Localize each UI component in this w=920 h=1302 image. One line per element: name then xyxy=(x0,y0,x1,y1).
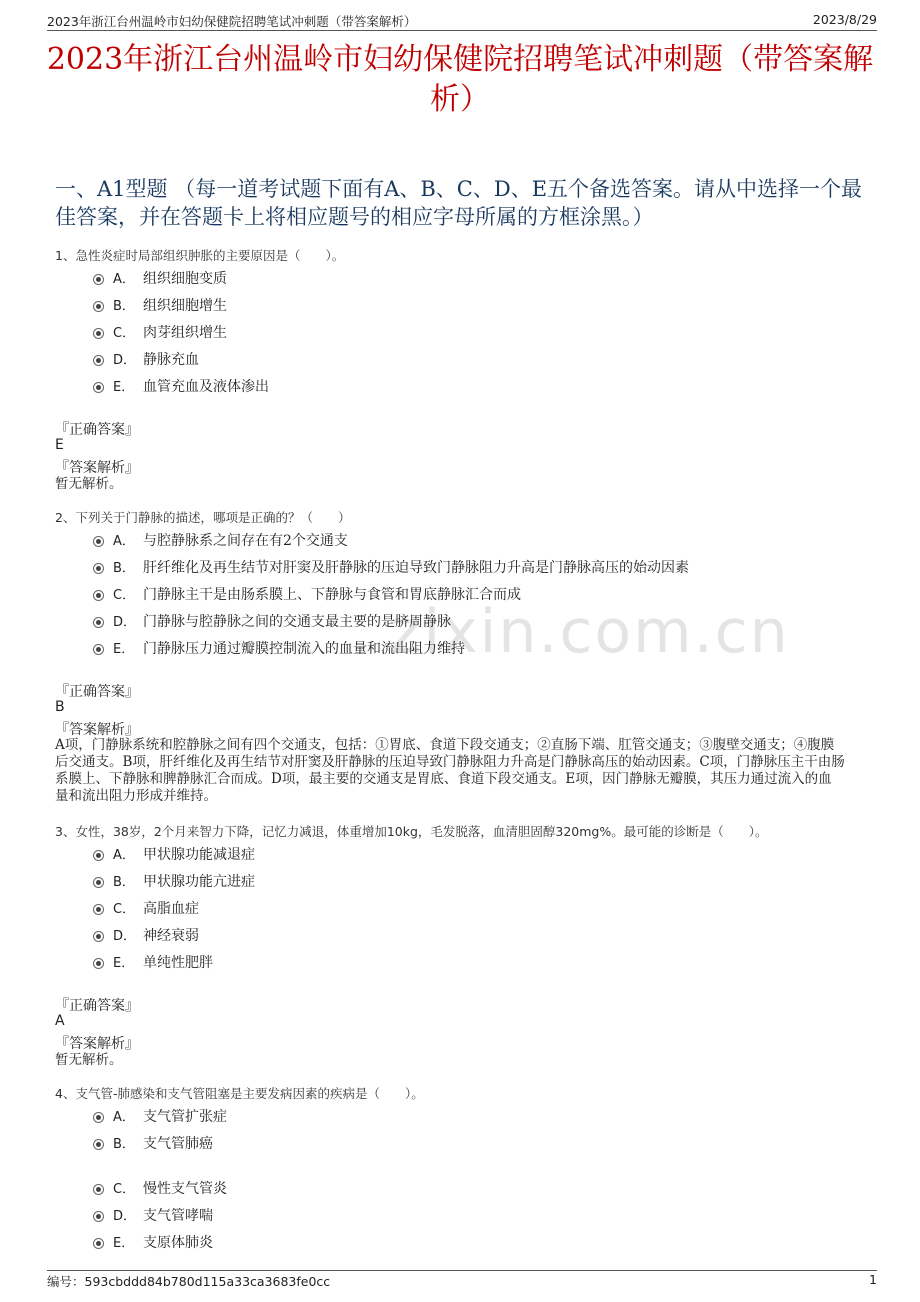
option-letter: B． xyxy=(113,875,135,890)
radio-icon[interactable] xyxy=(93,617,104,628)
option-letter: D． xyxy=(113,615,137,630)
radio-icon[interactable] xyxy=(93,1211,104,1222)
answer-value: E xyxy=(55,437,64,453)
page-number: 1 xyxy=(869,1272,877,1287)
analysis-label: 『答案解析』 xyxy=(55,1036,139,1052)
radio-icon[interactable] xyxy=(93,1184,104,1195)
option-text: 支气管哮喘 xyxy=(143,1208,213,1224)
option-text: 支气管扩张症 xyxy=(143,1109,227,1125)
footer-divider xyxy=(47,1270,877,1271)
option-letter: E． xyxy=(113,956,135,971)
radio-icon[interactable] xyxy=(93,958,104,969)
option-text: 高脂血症 xyxy=(143,901,199,917)
header-title: 2023年浙江台州温岭市妇幼保健院招聘笔试冲刺题（带答案解析） xyxy=(47,14,417,29)
radio-icon[interactable] xyxy=(93,877,104,888)
radio-icon[interactable] xyxy=(93,850,104,861)
watermark: zixin.com.cn xyxy=(390,597,790,667)
answer-label: 『正确答案』 xyxy=(55,998,139,1014)
option-text: 门静脉主干是由肠系膜上、下静脉与食管和胃底静脉汇合而成 xyxy=(143,587,521,603)
analysis-text: A项，门静脉系统和腔静脉之间有四个交通支，包括：①胃底、食道下段交通支；②直肠下端、肛管交通支；③腹壁交通支；④腹膜后交通支。B项，肝纤维化及再生结节对肝窦及肝静脉的压迫导致门静脉阻力升高是门静脉高压的始动因素。C项，门静脉压主干由肠系膜上、下静脉和脾静脉汇合而成。D项，最主要的交通支是胃底、食道下段交通支。E项，因门静脉无瓣膜，其压力通过流入的血量和流出阻力形成并维持。 xyxy=(55,737,845,804)
option-text: 组织细胞变质 xyxy=(143,271,227,287)
analysis-label: 『答案解析』 xyxy=(55,460,139,476)
radio-icon[interactable] xyxy=(93,590,104,601)
option-text: 慢性支气管炎 xyxy=(143,1181,227,1197)
option-text: 肉芽组织增生 xyxy=(143,325,227,341)
option-letter: A． xyxy=(113,272,135,287)
option-letter: E． xyxy=(113,642,135,657)
page-header xyxy=(47,10,877,30)
option-letter: C． xyxy=(113,902,136,917)
option-letter: D． xyxy=(113,1209,137,1224)
option-letter: D． xyxy=(113,353,137,368)
answer-label: 『正确答案』 xyxy=(55,684,139,700)
option-text: 神经衰弱 xyxy=(143,928,199,944)
radio-icon[interactable] xyxy=(93,904,104,915)
header-date: 2023/8/29 xyxy=(812,12,877,27)
option-letter: B． xyxy=(113,561,135,576)
answer-value: B xyxy=(55,699,65,715)
radio-icon[interactable] xyxy=(93,328,104,339)
radio-icon[interactable] xyxy=(93,536,104,547)
option-letter: B． xyxy=(113,1137,135,1152)
analysis-label: 『答案解析』 xyxy=(55,722,139,738)
question-text: 2、下列关于门静脉的描述，哪项是正确的？（ ） xyxy=(55,510,351,525)
question-4 xyxy=(55,1086,875,1251)
header-divider xyxy=(47,30,877,31)
question-text: 1、急性炎症时局部组织肿胀的主要原因是（ ）。 xyxy=(55,248,345,263)
radio-icon[interactable] xyxy=(93,931,104,942)
radio-icon[interactable] xyxy=(93,301,104,312)
document-code: 编号：593cbddd84b780d115a33ca3683fe0cc xyxy=(47,1274,331,1289)
option-letter: D． xyxy=(113,929,137,944)
question-3 xyxy=(55,824,875,1068)
answer-value: A xyxy=(55,1013,65,1029)
option-text: 甲状腺功能亢进症 xyxy=(143,874,255,890)
question-text: 4、支气管-肺感染和支气管阻塞是主要发病因素的疾病是（ ）。 xyxy=(55,1086,424,1101)
option-text: 支原体肺炎 xyxy=(143,1235,213,1251)
option-text: 与腔静脉系之间存在有2个交通支 xyxy=(143,533,348,549)
radio-icon[interactable] xyxy=(93,382,104,393)
option-letter: C． xyxy=(113,1182,136,1197)
answer-label: 『正确答案』 xyxy=(55,422,139,438)
option-letter: A． xyxy=(113,1110,135,1125)
option-letter: E． xyxy=(113,1236,135,1251)
analysis-text: 暂无解析。 xyxy=(55,1052,123,1068)
option-letter: C． xyxy=(113,326,136,341)
radio-icon[interactable] xyxy=(93,563,104,574)
option-letter: E． xyxy=(113,380,135,395)
radio-icon[interactable] xyxy=(93,1112,104,1123)
radio-icon[interactable] xyxy=(93,355,104,366)
option-text: 甲状腺功能减退症 xyxy=(143,847,255,863)
option-letter: C． xyxy=(113,588,136,603)
option-letter: B． xyxy=(113,299,135,314)
option-text: 肝纤维化及再生结节对肝窦及肝静脉的压迫导致门静脉阻力升高是门静脉高压的始动因素 xyxy=(143,560,689,576)
option-text: 血管充血及液体渗出 xyxy=(143,379,269,395)
option-text: 组织细胞增生 xyxy=(143,298,227,314)
option-text: 单纯性肥胖 xyxy=(143,955,213,971)
option-text: 静脉充血 xyxy=(143,352,199,368)
option-text: 支气管肺癌 xyxy=(143,1136,213,1152)
option-letter: A． xyxy=(113,848,135,863)
document-title: 2023年浙江台州温岭市妇幼保健院招聘笔试冲刺题（带答案解析） xyxy=(46,42,874,117)
question-text: 3、女性，38岁，2个月来智力下降，记忆力减退，体重增加10kg，毛发脱落，血清胆固醇320mg%。最可能的诊断是（ ）。 xyxy=(55,824,768,839)
radio-icon[interactable] xyxy=(93,274,104,285)
option-letter: A． xyxy=(113,534,135,549)
radio-icon[interactable] xyxy=(93,1139,104,1150)
option-text: 门静脉与腔静脉之间的交通支最主要的是脐周静脉 xyxy=(143,614,451,630)
section-heading: 一、A1型题 （每一道考试题下面有A、B、C、D、E五个备选答案。请从中选择一个最佳答案，并在答题卡上将相应题号的相应字母所属的方框涂黑。） xyxy=(55,177,863,229)
question-1 xyxy=(55,248,875,492)
radio-icon[interactable] xyxy=(93,1238,104,1249)
option-text: 门静脉压力通过瓣膜控制流入的血量和流出阻力维持 xyxy=(143,641,465,657)
radio-icon[interactable] xyxy=(93,644,104,655)
analysis-text: 暂无解析。 xyxy=(55,476,123,492)
